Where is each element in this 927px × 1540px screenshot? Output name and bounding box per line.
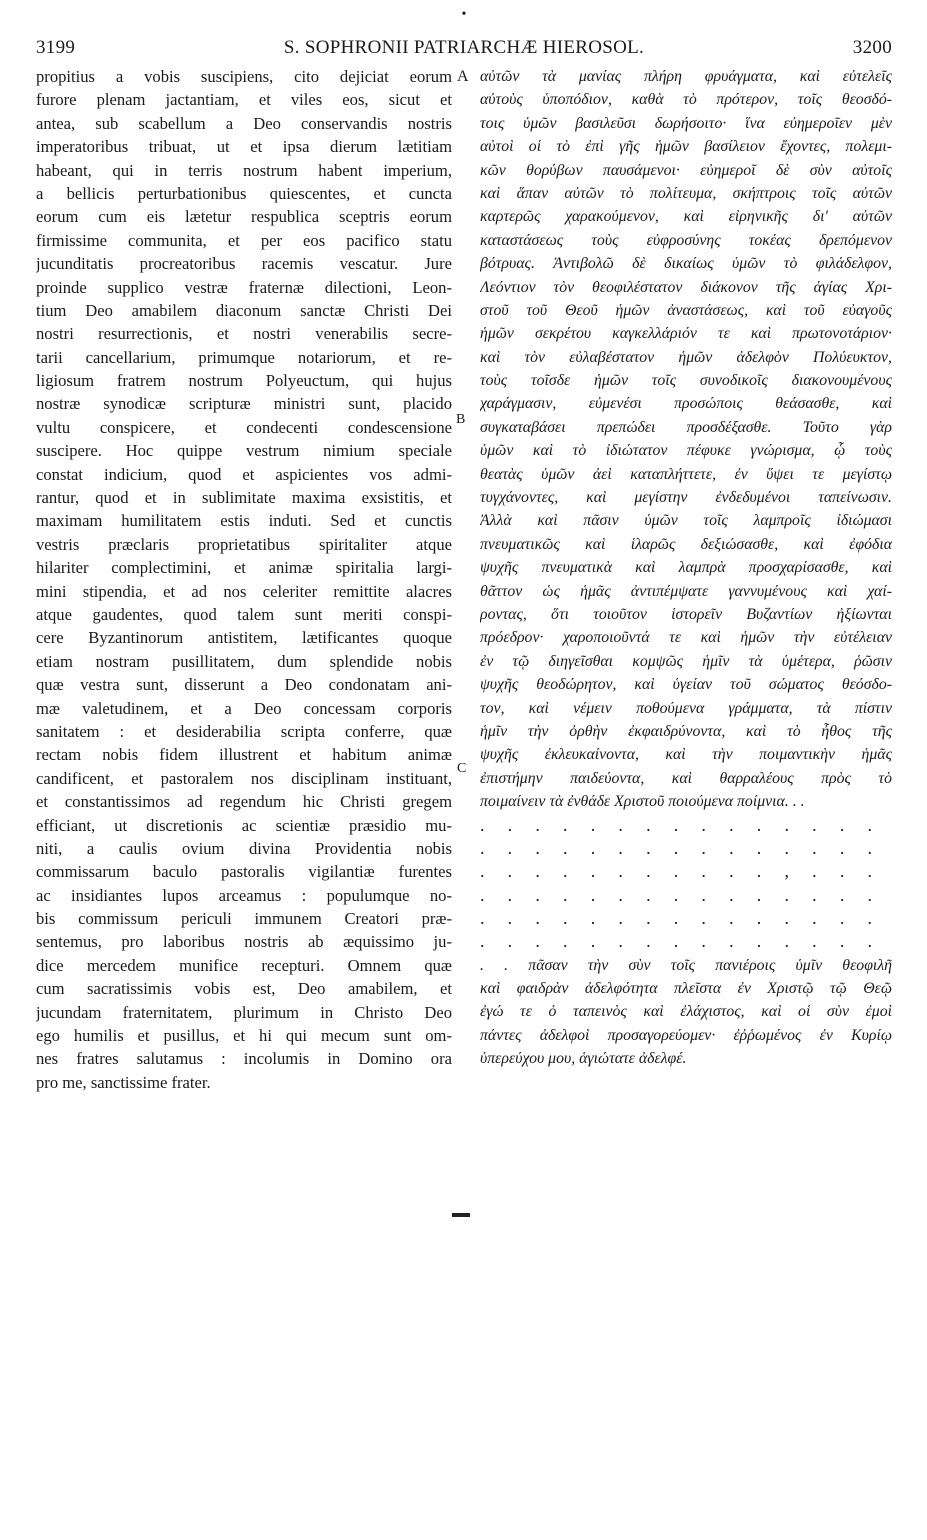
greek-text-line: κῶν θορύβων παυσάμενοι· εὐημεροῖ δὲ σὺν αὐτοῖς: [480, 161, 892, 179]
margin-marker-a: A: [457, 68, 469, 85]
greek-text-line: ὑπερεύχου μου, ἁγιώτατε ἀδελφέ.: [480, 1050, 687, 1068]
latin-text-line: maximam humilitatem estis induti. Sed et cunctis: [36, 511, 452, 531]
greek-text-line: θᾶττον ὡς ἡμᾶς ἀντιπέμψατε γαννυμένους καὶ χαί-: [480, 582, 892, 600]
latin-text-line: firmissime communita, et per eos pacifico statu: [36, 230, 452, 250]
greek-text-line: ἡμῖν τὴν ὀρθὴν ἐκφαιδρύνοντα, καὶ τὸ ἦθος τῆς: [480, 722, 892, 740]
latin-text-line: constat indicium, quod et aspicientes vos admi-: [36, 464, 452, 484]
greek-text-line: τυγχάνοντες, καὶ μεγίστην ἐνδεδυμένοι ταπείνωσιν.: [480, 489, 892, 507]
greek-text-line: τοὺς τοῖσδε ἡμῶν τοῖς συνοδικοῖς διακονουμένους: [480, 372, 892, 390]
greek-text-line: καὶ ἅπαν αὐτῶν τὸ πολίτευμα, σκήπτροις τοῖς αὐτῶν: [480, 184, 892, 202]
running-title: S. SOPHRONII PATRIARCHÆ HIEROSOL.: [283, 37, 645, 58]
latin-text-line: rantur, quod et in sublimitate maxima exsistitis, et: [36, 488, 452, 508]
latin-text-line: eorum cum eis lætetur respublica sceptris eorum: [36, 207, 452, 227]
greek-text-line: ποιμαίνειν τὰ ἐνθάδε Χριστοῦ ποιούμενα ποίμνια. . .: [480, 793, 805, 811]
latin-text-line: habeant, qui in terris nostrum habent imperium,: [36, 160, 452, 180]
greek-text-line: καὶ φαιδρὰν ἀδελφότητα πλεῖστα ἐν Χριστῷ τῷ Θεῷ: [480, 979, 892, 997]
latin-text-line: a bellicis perturbationibus quiescentes, et cuncta: [36, 183, 452, 203]
greek-text-line: ἡμῶν σεκρέτου καγκελλάριόν τε καὶ πρωτονοτάριον·: [480, 325, 892, 343]
latin-text-line: sanitatem : et desiderabilia scripta conferre, quæ: [36, 721, 452, 741]
latin-text-line: dice mercedem munifice recepturi. Omnem quæ: [36, 955, 452, 975]
greek-text-bottom: [480, 954, 892, 1071]
latin-text-line: tium Deo amabilem diaconum sanctæ Christi Dei: [36, 300, 452, 320]
greek-text-top: [480, 65, 892, 814]
latin-text-line: antea, sub scabellum a Deo conservandis nostris: [36, 113, 452, 133]
greek-text-line: χαράγμασιν, εὐμενέσι προσώποις θεάσασθε, καὶ: [480, 395, 892, 413]
greek-text-line: θεατὰς ὑμῶν ἀεὶ καταπλήττετε, ἐν ὕψει τε μεγίστῳ: [480, 465, 892, 483]
greek-text-line: πρόεδρον· χαροποιοῦντά τε καὶ ἡμῶν τὴν εὐτέλειαν: [480, 629, 892, 647]
latin-text-line: niti, a caulis ovium divina Providentia nobis: [36, 838, 452, 858]
latin-text-line: quæ vestra sunt, disserunt a Deo condonatam ani-: [36, 675, 452, 695]
margin-marker-b: B: [456, 412, 466, 427]
greek-text-line: ἐπιστήμην παιδεύοντα, καὶ θαρραλέους πρὸς τὸ: [480, 769, 892, 787]
margin-marker-c: C: [457, 761, 467, 776]
greek-text-line: Λεόντιον τὸν θεοφιλέστατον διάκονον τῆς ἁγίας Χρι-: [480, 278, 892, 296]
page-number-left: 3199: [36, 37, 76, 58]
latin-text-line: vestris præclaris proprietatibus spiritaliter atque: [36, 534, 452, 554]
latin-text-line: bis commissum periculi immunem Creatori præ-: [36, 909, 452, 929]
latin-text-line: ligiosum fratrem nostrum Polyeuctum, qui hujus: [36, 371, 452, 391]
latin-text-line: vultu conspicere, et condecenti condescensione: [36, 417, 452, 437]
greek-text-line: πάντες ἀδελφοὶ προσαγορεύομεν· ἐῤῥωμένος ἐν Κυρίῳ: [480, 1026, 892, 1044]
greek-text-line: ψυχῆς θεοδώρητον, καὶ ὑγείαν τοῦ σώματος θεόσδο-: [480, 676, 892, 694]
lacuna-dot-row: . . . . . . . . . . . , . . .: [480, 861, 872, 882]
latin-text-line: efficiant, ut discretionis ac scientiæ præsidio mu-: [36, 815, 452, 835]
greek-text-line: συγκαταβάσει πρεπώδει προσδέξασθε. Τοῦτο γὰρ: [480, 418, 892, 436]
lacuna-dot-row: . . . . . . . . . . . . . . .: [480, 884, 872, 905]
greek-text-line: αὐτοὶ οἱ τὸ ἐπὶ γῆς ἡμῶν βασίλειον ἔχοντες, πολεμι-: [480, 138, 892, 156]
latin-text-line: imperatoribus tribuat, ut et ipsa dierum lætitiam: [36, 137, 452, 157]
greek-text-line: στοῦ τοῦ Θεοῦ ἡμῶν ἀναστάσεως, καὶ τοῦ εὐαγοῦς: [480, 301, 892, 319]
latin-text-line: candificent, et pastoralem nos disciplinam instituant,: [36, 768, 452, 788]
greek-text-line: ψυχῆς ἐκλευκαίνοντα, καὶ τὴν ποιμαντικὴν ἡμᾶς: [480, 746, 892, 764]
greek-text-line: πνευματικῶς καὶ ἱλαρῶς δεξιώσασθε, καὶ ἐφόδια: [480, 535, 892, 553]
greek-text-line: αὐτοὺς ὑποπόδιον, καθὰ τὸ πρότερον, τοῖς θεοσδό-: [480, 91, 892, 109]
latin-text-line: suscipere. Hoc quippe vestrum nimium speciale: [36, 441, 452, 461]
greek-text-line: καταστάσεως τοὺς εὐφροσύνης τοκέας δρεπόμενον: [480, 231, 892, 249]
latin-text-line: jucunditatis procreatoribus racemis vescatur. Jure: [36, 254, 452, 274]
greek-column: [480, 65, 892, 1070]
latin-text-line: pro me, sanctissime frater.: [36, 1072, 211, 1092]
latin-text-line: cum sacratissimis vobis est, Deo amabilem, et: [36, 979, 452, 999]
greek-text-line: ἐν τῷ διηγεῖσθαι κομψῶς ἡμῖν τὰ ὑμέτερα, ῥῶσιν: [480, 652, 892, 670]
latin-text-line: hilariter complectimini, et animæ spiritalia largi-: [36, 558, 452, 578]
lacuna-dot-row: . . . . . . . . . . . . . . .: [480, 931, 872, 952]
top-mark: •: [461, 7, 467, 22]
latin-text-line: ego humilis et pusillus, et hi qui mecum sunt om-: [36, 1026, 452, 1046]
latin-text-line: etiam nostram pusillitatem, dum splendide nobis: [36, 651, 452, 671]
lacuna-dot-row: . . . . . . . . . . . . . . .: [480, 814, 872, 835]
greek-text-line: τοις ὑμῶν βασιλεῦσι δωρήσοιτο· ἵνα εὐημεροῖεν μὲν: [480, 114, 892, 132]
latin-text-line: nostræ synodicæ scripturæ ministri sunt, placido: [36, 394, 452, 414]
page-number-right: 3200: [852, 37, 892, 58]
latin-text-line: rectam nobis fidem illustrent et habitum animæ: [36, 745, 452, 765]
latin-text-line: furore plenam jactantiam, et viles eos, sicut et: [36, 90, 452, 110]
greek-text-line: Ἀλλὰ καὶ πᾶσιν ὑμῶν τοῖς λαμπροῖς ἰδιώμασι: [480, 512, 892, 530]
lacuna-dots: [480, 814, 892, 954]
latin-text-line: proinde supplico vestræ fraternæ dilectioni, Leon-: [36, 277, 452, 297]
running-header: [36, 34, 892, 62]
latin-column: [36, 65, 452, 1094]
latin-text-line: tarii cancellarium, primumque notariorum, et re-: [36, 347, 452, 367]
latin-text-line: sentemus, pro laboribus nostris ab æquissimo ju-: [36, 932, 452, 952]
latin-text-line: atque gaudentes, quod talem sunt meriti conspi-: [36, 604, 452, 624]
latin-text-line: jucundam fraternitatem, plurimum in Christo Deo: [36, 1002, 452, 1022]
greek-text-line: βότρυας. Ἀντιβολῶ δὲ δικαίως ὑμῶν τὸ φιλάδελφον,: [480, 255, 892, 273]
latin-text-line: commissarum baculo pastoralis vigilantiæ furentes: [36, 862, 452, 882]
latin-text-line: mæ valetudinem, et a Deo concessam corporis: [36, 698, 452, 718]
latin-text-line: nostri resurrectionis, et nostri venerabilis secre-: [36, 324, 452, 344]
latin-text-line: et constantissimos ad regendum hic Christi gregem: [36, 792, 452, 812]
greek-text-line: ἐγώ τε ὁ ταπεινὸς καὶ ἐλάχιστος, καὶ οἱ σὺν ἐμοὶ: [480, 1003, 892, 1021]
latin-text-line: mini stipendia, et ad nos celeriter remittite alacres: [36, 581, 452, 601]
lacuna-dot-row: . . . . . . . . . . . . . . .: [480, 837, 872, 858]
latin-text-line: propitius a vobis suscipiens, cito dejiciat eorum: [36, 67, 452, 86]
greek-text-line: καὶ τὸν εὐλαβέστατον ἡμῶν ἀδελφὸν Πολύευκτον,: [480, 348, 892, 366]
greek-text-line: . . πᾶσαν τὴν σὺν τοῖς πανιέροις ὑμῖν θεοφιλῆ: [480, 956, 892, 974]
greek-text-line: αὐτῶν τὰ μανίας πλήρη φρυάγματα, καὶ εὐτελεῖς: [480, 68, 892, 85]
lacuna-dot-row: . . . . . . . . . . . . . . .: [480, 908, 872, 929]
greek-text-line: ψυχῆς πνευματικὰ καὶ λαμπρὰ προσχαρίσασθε, καὶ: [480, 559, 892, 577]
latin-text-line: cere Byzantinorum antistitem, lætificantes quoque: [36, 628, 452, 648]
greek-text-line: ροντας, ὅτι τοιοῦτον ἱστορεῖν Βυζαντίων ἠξίωνται: [480, 605, 892, 623]
latin-text-line: nes fratres salutamus : incolumis in Domino ora: [36, 1049, 452, 1069]
greek-text-line: ὑμῶν καὶ τὸ ἰδιώτατον πέφυκε γνώρισμα, ᾧ τοὺς: [480, 442, 892, 460]
greek-text-line: τον, καὶ νέμειν ποθούμενα γράμματα, τὰ πίστιν: [480, 699, 892, 717]
end-rule: [452, 1213, 470, 1217]
latin-text-line: ac insidiantes lupos arceamus : populumque no-: [36, 885, 452, 905]
greek-text-line: καρτερῶς χαρακούμενον, καὶ εἰρηνικῆς δι' αὐτῶν: [480, 208, 892, 226]
